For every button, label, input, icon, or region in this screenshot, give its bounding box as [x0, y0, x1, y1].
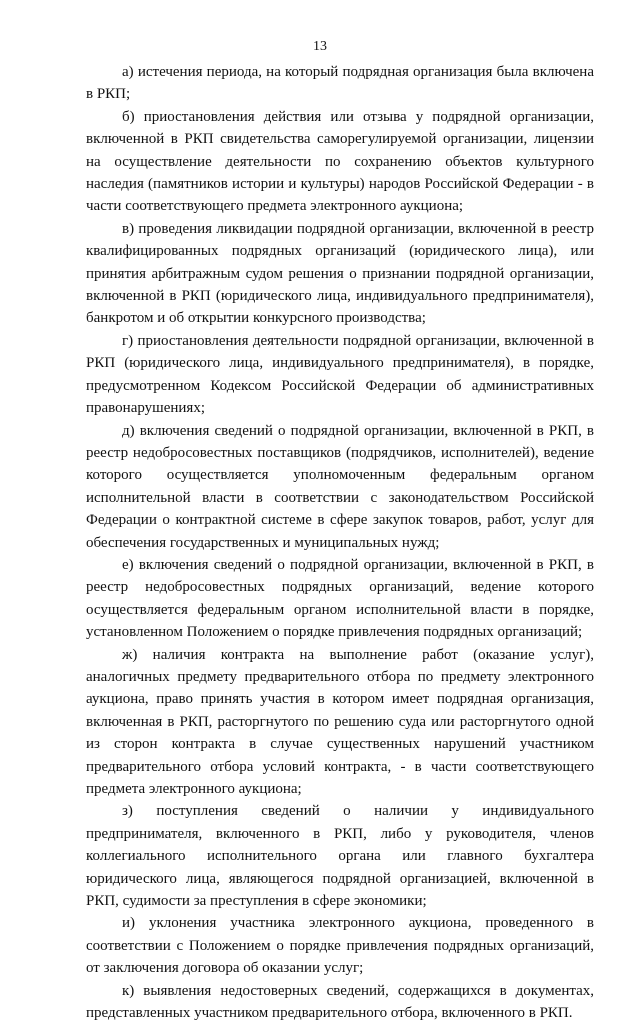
list-item-v: в) проведения ликвидации подрядной организации, включенной в реестр квалифицированных подрядных организаций (юридического лица), или принятия арбитражным судом решения о признании подрядной организации, включенной в РКП (юридического лица, индивидуального предпринимателя), банкротом и об открытии конкурсного производства; [86, 220, 594, 327]
list-item-d: д) включения сведений о подрядной организации, включенной в РКП, в реестр недобросовестных поставщиков (подрядчиков, исполнителей), ведение которого осуществляется уполномоченным федеральным органом исполнительной власти в соответствии с законодательством Российской Федерации о контрактной системе в сфере закупок товаров, работ, услуг для обеспечения государственных и муниципальных нужд; [86, 422, 594, 551]
list-item-k: к) выявления недостоверных сведений, содержащихся в документах, представленных участником предварительного отбора, включенного в РКП. [86, 982, 594, 1022]
list-item-b: б) приостановления действия или отзыва у подрядной организации, включенной в РКП свидетельства саморегулируемой организации, лицензии на осуществление деятельности по сохранению объектов культурного наследия (памятников истории и культуры) народов Российской Федерации - в части соответствующего предмета электронного аукциона; [86, 108, 594, 215]
list-item-zh: ж) наличия контракта на выполнение работ (оказание услуг), аналогичных предмету предварительного отбора по предмету электронного аукциона, право принять участия в котором имеет подрядная организация, включенная в РКП, расторгнутого по решению суда или расторгнутого одной из сторон контракта в случае существенных нарушений участником предварительного отбора условий контракта, - в части соответствующего предмета электронного аукциона; [86, 646, 594, 797]
page-number: 13 [313, 39, 327, 54]
list-item-a: а) истечения периода, на который подрядная организация была включена в РКП; [86, 64, 594, 103]
list-item-e: е) включения сведений о подрядной организации, включенной в РКП, в реестр недобросовестных подрядных организаций, ведение которого осуществляется федеральным органом исполнительной власти в порядке, установленном Положением о порядке привлечения подрядных организаций; [86, 556, 594, 641]
list-item-g: г) приостановления деятельности подрядной организации, включенной в РКП (юридического лица, индивидуального предпринимателя), в порядке, предусмотренном Кодексом Российской Федерации об административных правонарушениях; [86, 332, 594, 417]
body-text [86, 61, 594, 1024]
list-item-z: з) поступления сведений о наличии у индивидуального предпринимателя, включенного в РКП, либо у руководителя, членов коллегиального исполнительного органа или главного бухгалтера юридического лица, являющегося подрядной организацией, включенной в РКП, судимости за преступления в сфере экономики; [86, 803, 594, 910]
list-item-i: и) уклонения участника электронного аукциона, проведенного в соответствии с Положением о порядке привлечения подрядных организаций, от заключения договора об оказании услуг; [86, 915, 594, 977]
